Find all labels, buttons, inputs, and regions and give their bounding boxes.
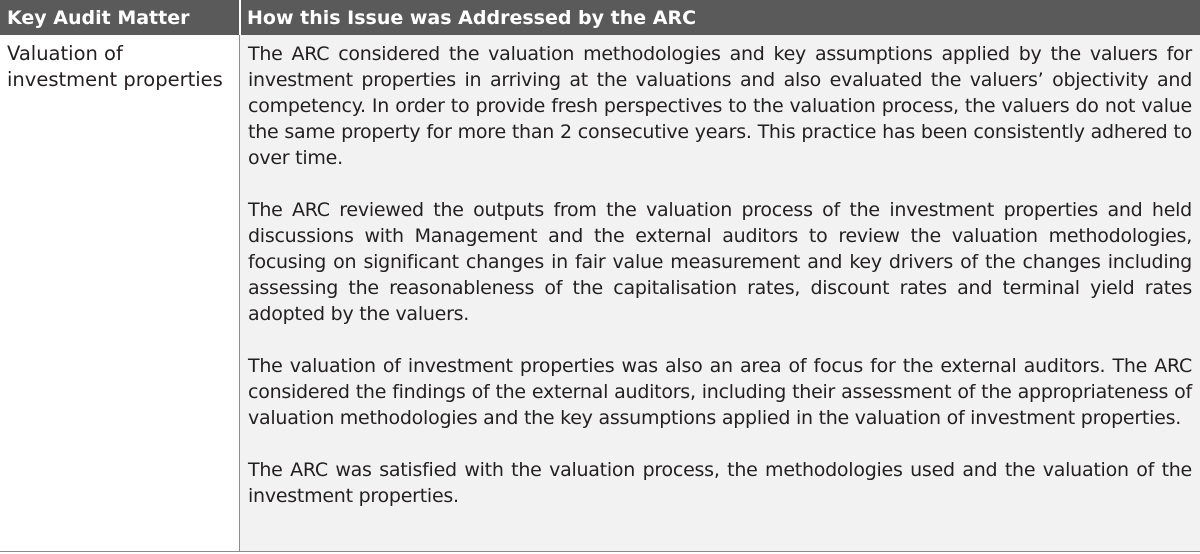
addressed-paragraphs	[248, 41, 1192, 509]
header-divider	[239, 0, 241, 35]
table-header	[0, 0, 1200, 35]
matter-text: Valuation of investment properties	[7, 42, 223, 91]
paragraph-3: The valuation of investment properties was also an area of focus for the external auditors. The ARC considered the findings of the external auditors, including their assessment of the appropriateness of valuation methodologies and the key assumptions applied in the valuation of investment properties.	[248, 355, 1192, 429]
matter-cell	[0, 35, 239, 551]
paragraph-1: The ARC considered the valuation methodologies and key assumptions applied by the valuers for investment properties in arriving at the valuations and also evaluated the valuers’ objectivity and competency. In order to provide fresh perspectives to the valuation process, the valuers do not value the same property for more than 2 consecutive years. This practice has been consistently adhered to over time.	[248, 43, 1192, 169]
header-how-addressed: How this Issue was Addressed by the ARC	[247, 7, 697, 29]
table-row	[0, 35, 1200, 551]
table-bottom-border	[0, 551, 1200, 552]
header-key-audit-matter: Key Audit Matter	[7, 7, 190, 29]
paragraph-2: The ARC reviewed the outputs from the valuation process of the investment properties and held discussions with Management and the external auditors to review the valuation methodologies, focusing on significant changes in fair value measurement and key drivers of the changes including assessing the reasonableness of the capitalisation rates, discount rates and terminal yield rates adopted by the valuers.	[248, 199, 1192, 325]
paragraph-4: The ARC was satisfied with the valuation process, the methodologies used and the valuation of the investment properties.	[248, 459, 1192, 507]
